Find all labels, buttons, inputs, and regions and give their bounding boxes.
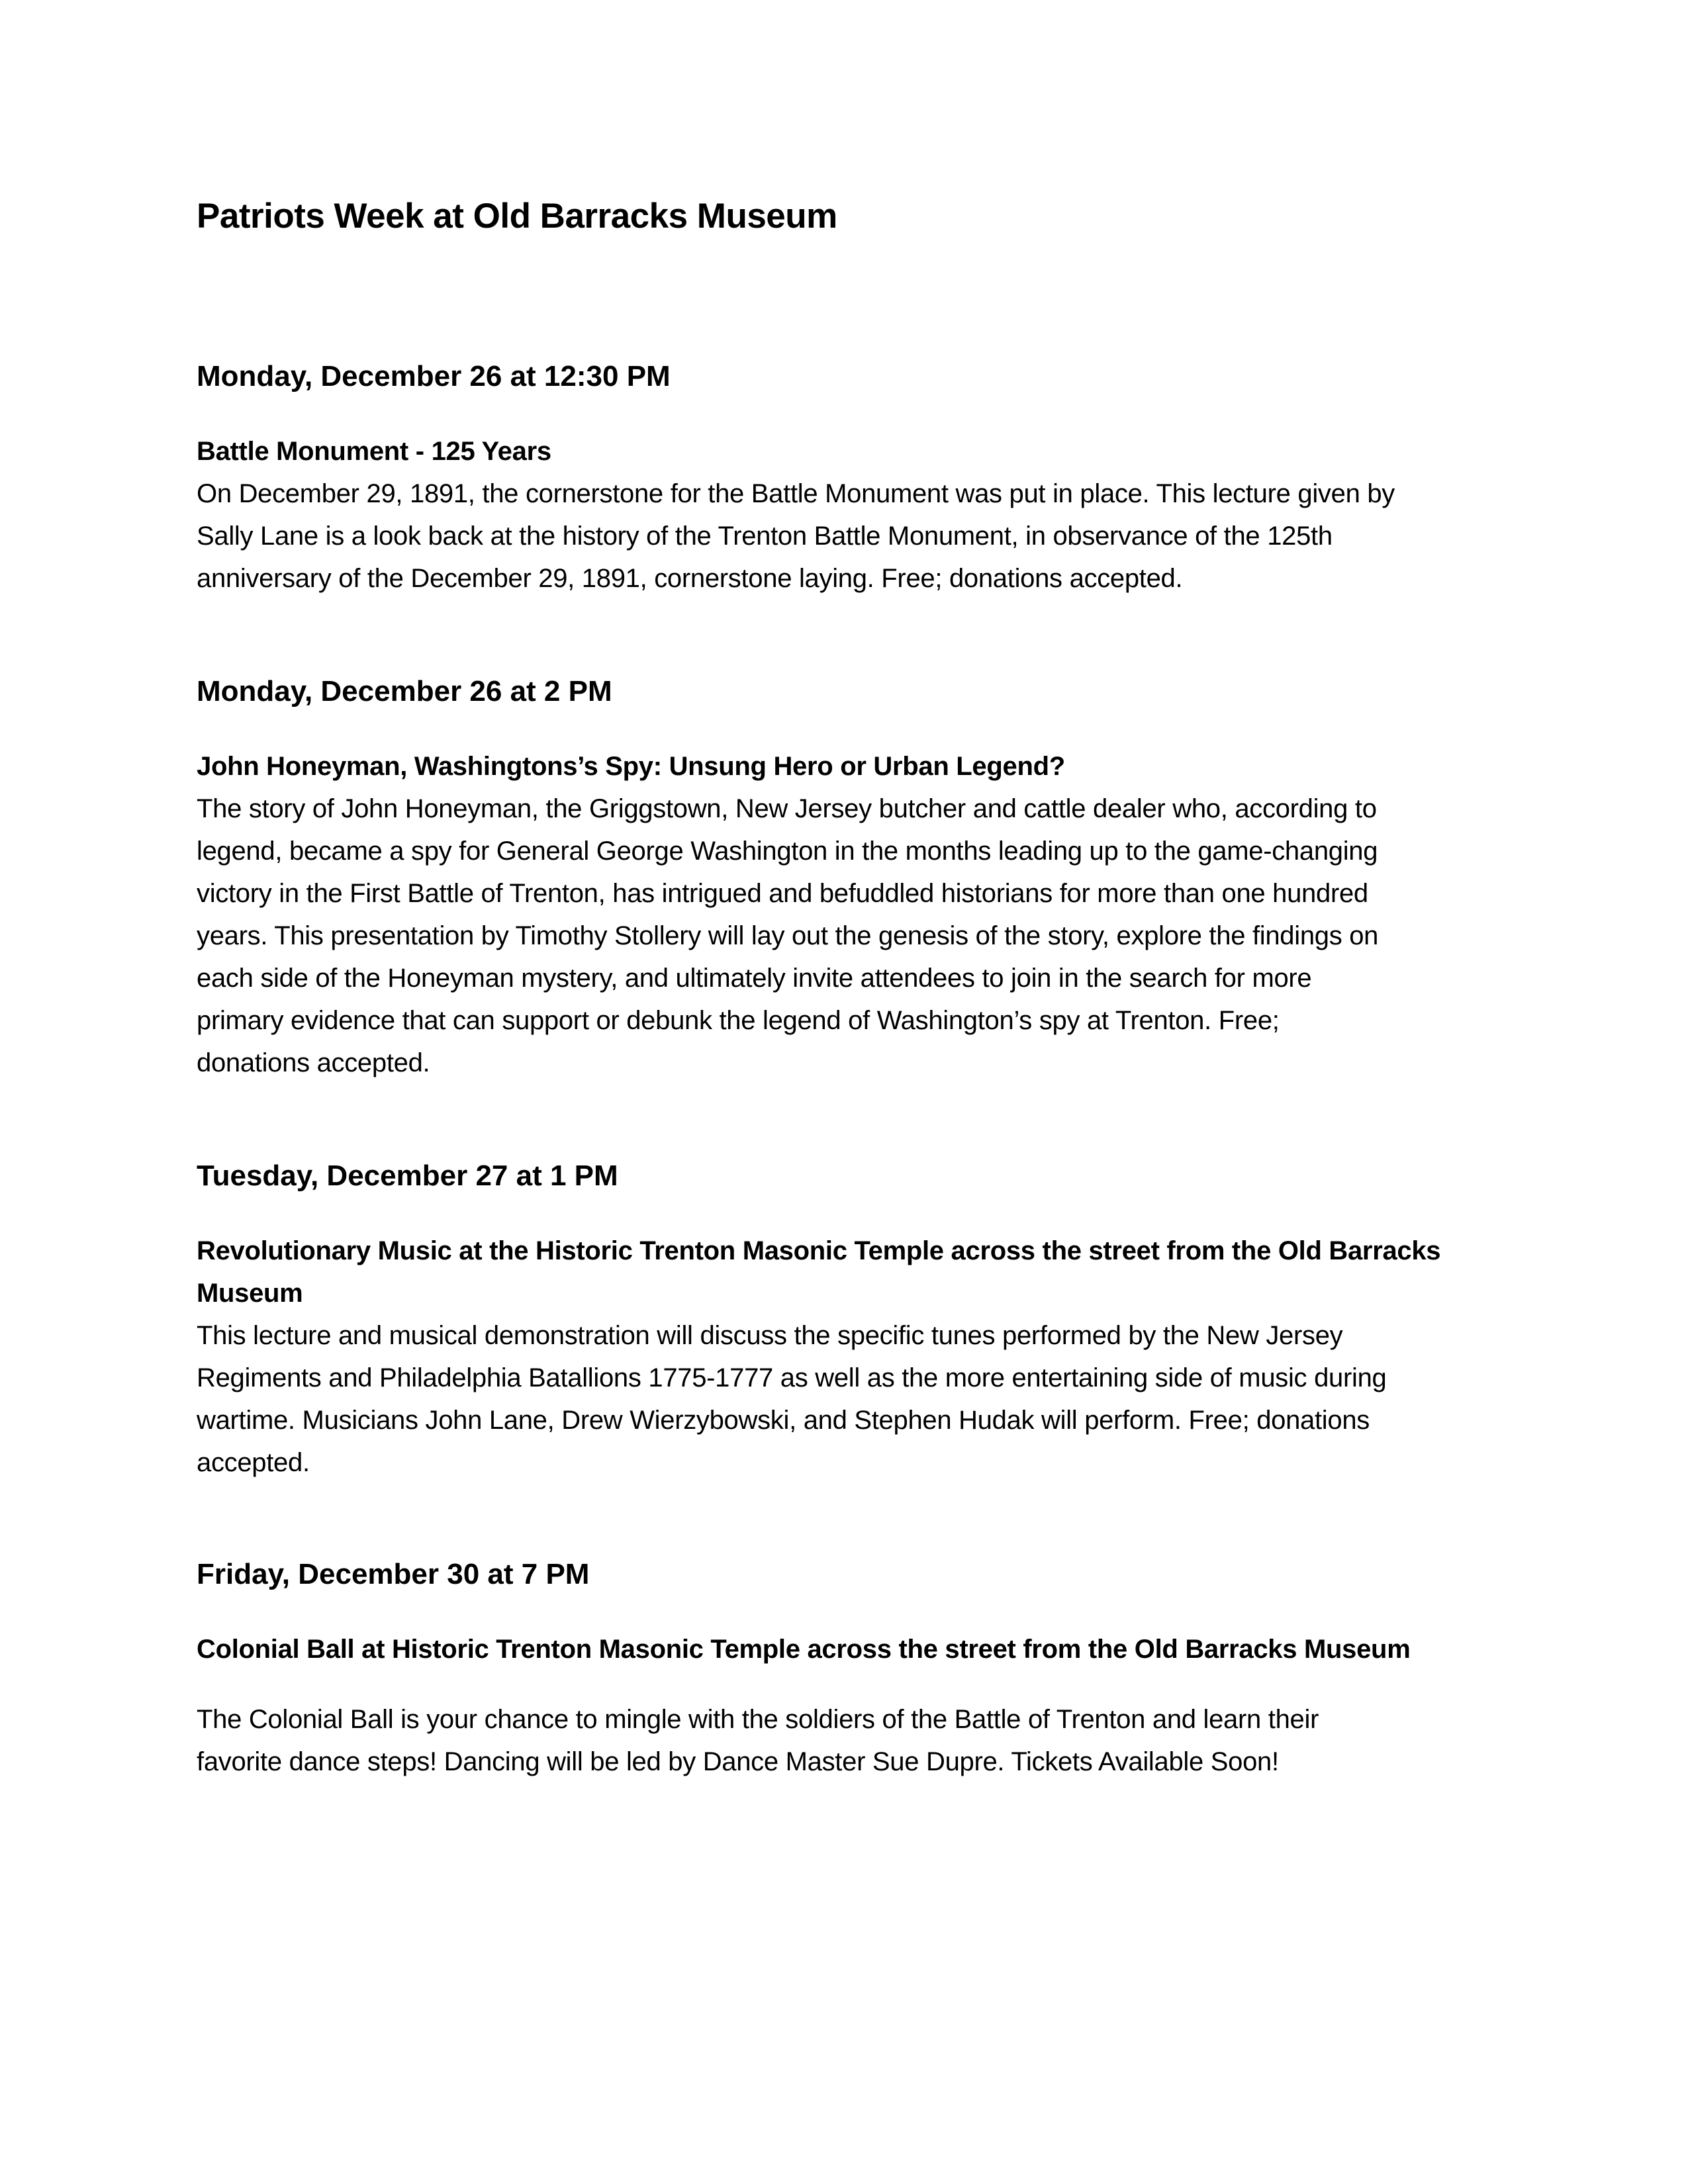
event-4-title <box>197 1628 1494 1670</box>
event-2-desc-line: The story of John Honeyman, the Griggstown, New Jersey butcher and cattle dealer who, according to <box>197 794 1377 823</box>
event-3-desc-line: This lecture and musical demonstration will discuss the specific tunes performed by the New Jersey <box>197 1321 1343 1350</box>
event-3-desc-line: wartime. Musicians John Lane, Drew Wierzybowski, and Stephen Hudak will perform. Free; donations <box>197 1406 1370 1435</box>
event-2-desc-line: primary evidence that can support or debunk the legend of Washington’s spy at Trenton. Free; <box>197 1006 1280 1035</box>
event-2-desc-line: legend, became a spy for General George Washington in the months leading up to the game-changing <box>197 837 1378 866</box>
event-1-date: Monday, December 26 at 12:30 PM <box>197 360 671 392</box>
event-4-desc-line: favorite dance steps! Dancing will be led by Dance Master Sue Dupre. Tickets Available Soon! <box>197 1747 1279 1776</box>
event-3-date: Tuesday, December 27 at 1 PM <box>197 1160 618 1192</box>
event-2-title-line: John Honeyman, Washingtons’s Spy: Unsung Hero or Urban Legend? <box>197 752 1065 781</box>
event-4-description <box>197 1698 1494 1783</box>
event-3-desc-line: Regiments and Philadelphia Batallions 1775-1777 as well as the more entertaining side of music during <box>197 1363 1387 1392</box>
event-2-desc-line: victory in the First Battle of Trenton, has intrigued and befuddled historians for more than one hundred <box>197 879 1368 908</box>
event-2-desc-line: each side of the Honeyman mystery, and ultimately invite attendees to join in the search for more <box>197 964 1312 993</box>
event-1-description <box>197 473 1494 600</box>
event-2-title <box>197 745 1494 788</box>
document-title: Patriots Week at Old Barracks Museum <box>197 197 837 236</box>
event-4-date: Friday, December 30 at 7 PM <box>197 1558 590 1590</box>
event-2-date: Monday, December 26 at 2 PM <box>197 675 612 707</box>
event-1-desc-line: Sally Lane is a look back at the history of the Trenton Battle Monument, in observance of the 125th <box>197 522 1333 551</box>
event-2-desc-line: donations accepted. <box>197 1048 430 1077</box>
event-3-title-line: Revolutionary Music at the Historic Trenton Masonic Temple across the street from the Old Barracks <box>197 1236 1441 1265</box>
event-3-desc-line: accepted. <box>197 1448 310 1477</box>
event-3-title-line: Museum <box>197 1279 303 1308</box>
event-1-desc-line: On December 29, 1891, the cornerstone for the Battle Monument was put in place. This lecture given by <box>197 479 1395 508</box>
event-1-title-line: Battle Monument - 125 Years <box>197 437 551 466</box>
event-1-desc-line: anniversary of the December 29, 1891, cornerstone laying. Free; donations accepted. <box>197 564 1183 593</box>
event-3-title <box>197 1230 1494 1314</box>
event-2-desc-line: years. This presentation by Timothy Stollery will lay out the genesis of the story, explore the findings on <box>197 921 1379 950</box>
event-1-title <box>197 430 1494 473</box>
event-3-description <box>197 1314 1494 1484</box>
event-4-desc-line: The Colonial Ball is your chance to mingle with the soldiers of the Battle of Trenton and learn their <box>197 1705 1319 1734</box>
event-2-description <box>197 788 1494 1084</box>
event-4-title-line: Colonial Ball at Historic Trenton Masonic Temple across the street from the Old Barracks Museum <box>197 1635 1411 1664</box>
